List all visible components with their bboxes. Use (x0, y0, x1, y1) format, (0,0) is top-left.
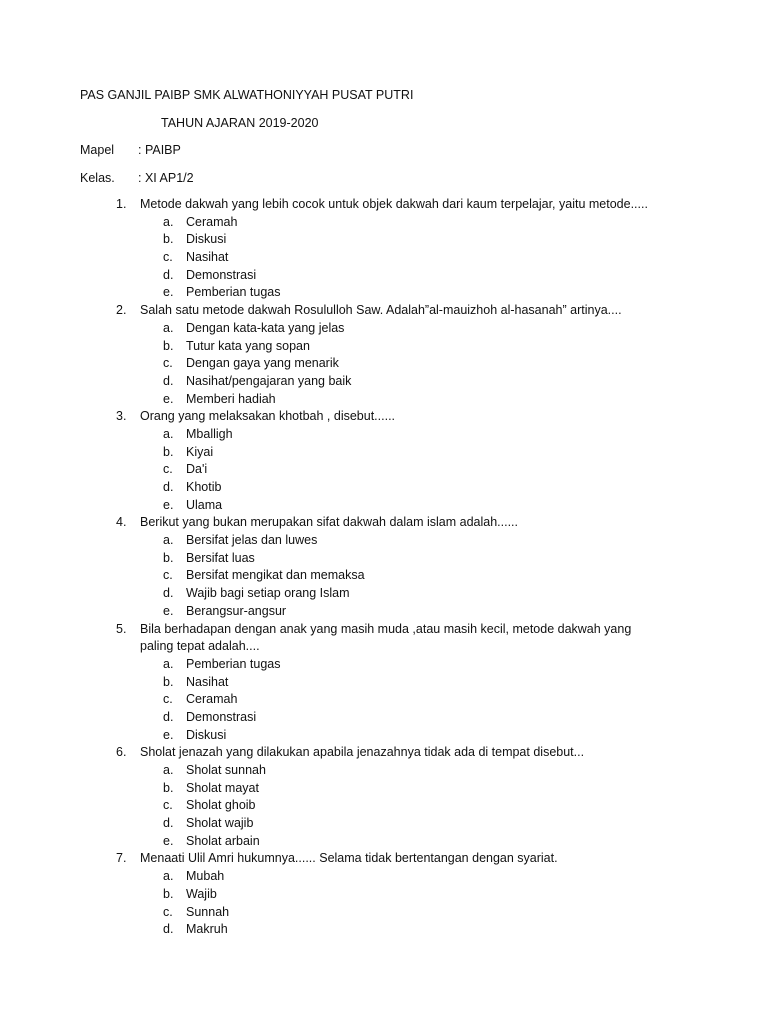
option-letter: a. (163, 320, 174, 335)
option-letter: b. (163, 674, 174, 689)
option-letter: d. (163, 480, 174, 494)
option-text: Sunnah (186, 904, 230, 919)
answer-option (0, 674, 768, 692)
question-text: Metode dakwah yang lebih cocok untuk objek dakwah dari kaum terpelajar, yaitu metode..... (140, 197, 648, 211)
option-letter: e. (163, 497, 174, 512)
option-text: Demonstrasi (186, 267, 257, 282)
academic-year: TAHUN AJARAN 2019-2020 (161, 116, 319, 130)
answer-option (0, 284, 768, 302)
option-text: Sholat wajib (186, 816, 254, 831)
option-text: Ulama (186, 497, 223, 512)
option-letter: b. (163, 232, 174, 247)
answer-option (0, 868, 768, 886)
question-item (0, 621, 768, 745)
option-text: Ceramah (186, 214, 238, 229)
question-list (0, 196, 768, 939)
answer-option (0, 567, 768, 585)
option-text: Pemberian tugas (186, 285, 281, 300)
answer-option (0, 904, 768, 922)
option-text: Sholat ghoib (186, 798, 256, 813)
option-letter: a. (163, 533, 174, 548)
answer-option (0, 656, 768, 674)
answer-option (0, 355, 768, 373)
question-row (0, 621, 768, 639)
question-row (0, 744, 768, 762)
question-item (0, 850, 768, 938)
option-letter: e. (163, 727, 174, 742)
answer-option (0, 727, 768, 745)
question-item (0, 196, 768, 302)
option-letter: b. (163, 780, 174, 795)
option-letter: c. (163, 798, 173, 813)
option-text: Kiyai (186, 444, 214, 459)
option-letter: b. (163, 550, 174, 565)
answer-option (0, 815, 768, 833)
class-label: Kelas. (80, 171, 115, 185)
option-letter: d. (163, 586, 174, 601)
answer-option (0, 762, 768, 780)
subject-label: Mapel (80, 143, 115, 157)
question-text: Menaati Ulil Amri hukumnya...... Selama tidak bertentangan dengan syariat. (140, 851, 558, 866)
answer-option (0, 338, 768, 356)
option-letter: b. (163, 338, 174, 353)
answer-option (0, 249, 768, 267)
option-text: Sholat mayat (186, 780, 259, 795)
answer-option (0, 886, 768, 904)
question-row (0, 302, 768, 320)
question-item (0, 408, 768, 514)
answer-option (0, 231, 768, 249)
question-text: Bila berhadapan dengan anak yang masih muda ,atau masih kecil, metode dakwah yang (140, 621, 632, 636)
question-number: 7. (116, 851, 127, 866)
option-text: Pemberian tugas (186, 656, 281, 671)
question-item (0, 302, 768, 408)
question-row (0, 196, 768, 214)
option-letter: e. (163, 285, 174, 300)
option-text: Demonstrasi (186, 709, 257, 724)
answer-option (0, 691, 768, 709)
question-text: Sholat jenazah yang dilakukan apabila jenazahnya tidak ada di tempat disebut... (140, 745, 585, 760)
option-text: Dengan gaya yang menarik (186, 356, 339, 371)
option-text: Bersifat mengikat dan memaksa (186, 568, 365, 583)
option-letter: c. (163, 692, 173, 707)
option-text: Sholat arbain (186, 833, 260, 848)
option-letter: b. (163, 886, 174, 901)
subject-line (80, 143, 181, 157)
question-number: 6. (116, 745, 127, 760)
option-letter: a. (163, 656, 174, 671)
answer-option (0, 797, 768, 815)
option-letter: b. (163, 444, 174, 459)
question-text: Orang yang melaksakan khotbah , disebut...... (140, 409, 396, 424)
option-letter: d. (163, 922, 174, 937)
option-letter: c. (163, 250, 173, 265)
answer-option (0, 780, 768, 798)
answer-option (0, 497, 768, 515)
option-text: Sholat sunnah (186, 763, 266, 777)
subject-value: : PAIBP (138, 143, 181, 157)
question-number: 1. (116, 197, 127, 211)
option-text: Tutur kata yang sopan (186, 338, 310, 353)
question-text: paling tepat adalah.... (140, 639, 260, 654)
question-item (0, 744, 768, 850)
option-letter: a. (163, 763, 174, 777)
option-letter: a. (163, 869, 174, 884)
question-number: 2. (116, 303, 127, 318)
option-text: Nasihat (186, 250, 229, 265)
answer-option (0, 214, 768, 232)
answer-option (0, 921, 768, 939)
answer-option (0, 461, 768, 479)
option-text: Bersifat jelas dan luwes (186, 533, 318, 548)
question-row (0, 514, 768, 532)
option-text: Memberi hadiah (186, 391, 276, 406)
option-text: Bersifat luas (186, 550, 255, 565)
option-text: Diskusi (186, 727, 227, 742)
answer-option (0, 603, 768, 621)
option-letter: e. (163, 391, 174, 406)
answer-option (0, 709, 768, 727)
answer-option (0, 320, 768, 338)
answer-option (0, 585, 768, 603)
option-text: Khotib (186, 480, 222, 494)
question-text: Salah satu metode dakwah Rosululloh Saw. Adalah”al-mauizhoh al-hasanah” artinya.... (140, 303, 622, 318)
option-letter: c. (163, 356, 173, 371)
exam-title: PAS GANJIL PAIBP SMK ALWATHONIYYAH PUSAT PUTRI (80, 88, 414, 102)
option-text: Ceramah (186, 692, 238, 707)
option-letter: a. (163, 426, 174, 441)
option-text: Dengan kata-kata yang jelas (186, 320, 345, 335)
option-letter: e. (163, 833, 174, 848)
option-text: Wajib bagi setiap orang Islam (186, 586, 350, 601)
class-line (80, 171, 194, 185)
answer-option (0, 550, 768, 568)
answer-option (0, 532, 768, 550)
question-number: 5. (116, 621, 127, 636)
answer-option (0, 267, 768, 285)
answer-option (0, 479, 768, 497)
answer-option (0, 373, 768, 391)
answer-option (0, 391, 768, 409)
question-row (0, 850, 768, 868)
answer-option (0, 426, 768, 444)
option-text: Berangsur-angsur (186, 603, 287, 618)
question-row (0, 638, 768, 656)
option-letter: d. (163, 816, 174, 831)
option-letter: e. (163, 603, 174, 618)
option-letter: d. (163, 709, 174, 724)
question-item (0, 514, 768, 620)
option-letter: c. (163, 904, 173, 919)
option-letter: c. (163, 462, 173, 477)
option-text: Diskusi (186, 232, 227, 247)
option-text: Da'i (186, 462, 208, 477)
class-value: : XI AP1/2 (138, 171, 194, 185)
question-number: 4. (116, 515, 127, 530)
option-letter: d. (163, 373, 174, 388)
answer-option (0, 833, 768, 851)
option-text: Nasihat/pengajaran yang baik (186, 373, 352, 388)
question-text: Berikut yang bukan merupakan sifat dakwah dalam islam adalah...... (140, 515, 518, 530)
option-letter: d. (163, 267, 174, 282)
option-letter: c. (163, 568, 173, 583)
option-text: Mubah (186, 869, 225, 884)
question-row (0, 408, 768, 426)
question-number: 3. (116, 409, 127, 424)
answer-option (0, 444, 768, 462)
option-text: Nasihat (186, 674, 229, 689)
option-letter: a. (163, 214, 174, 229)
option-text: Mballigh (186, 426, 233, 441)
option-text: Makruh (186, 922, 228, 937)
option-text: Wajib (186, 886, 217, 901)
